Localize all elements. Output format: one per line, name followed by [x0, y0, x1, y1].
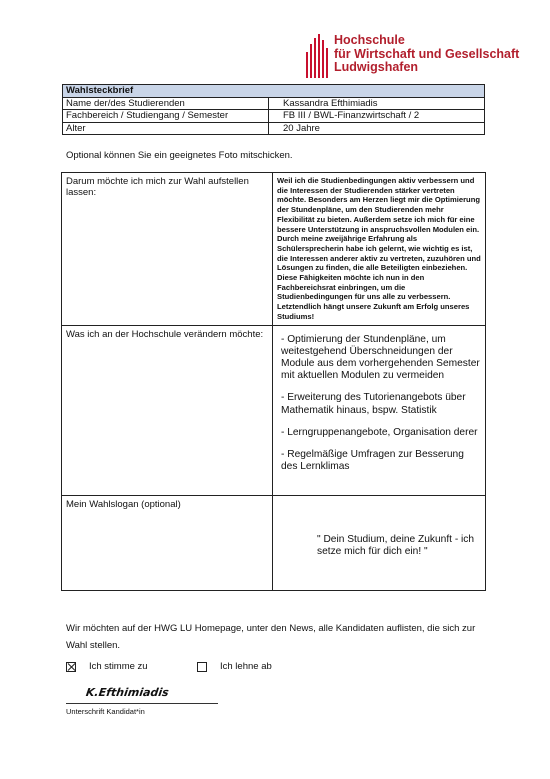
form-title: Wahlsteckbrief — [63, 85, 485, 98]
table-row — [62, 495, 486, 590]
agree-option[interactable] — [66, 661, 148, 672]
decline-label: Ich lehne ab — [220, 661, 272, 672]
decline-option[interactable] — [197, 661, 272, 672]
age-field[interactable]: 20 Jahre — [269, 122, 485, 135]
table-row — [63, 97, 485, 110]
candidate-statement-table — [61, 172, 486, 591]
slogan-field[interactable] — [273, 495, 486, 590]
motivation-field[interactable] — [273, 173, 486, 326]
signature-label: Unterschrift Kandidat*in — [66, 707, 145, 716]
personal-info-table — [62, 84, 485, 135]
change-item: - Optimierung der Stundenpläne, um weitestgehend Überschneidungen der Module aus dem vorhergehenden Semester mit aktuellen Modulen zu vermeiden — [281, 333, 480, 382]
change-item: - Regelmäßige Umfragen zur Besserung des Lernklimas — [281, 448, 464, 473]
changes-label: Was ich an der Hochschule verändern möchte: — [62, 325, 273, 495]
logo-line-1: Hochschule — [334, 33, 405, 47]
changes-field[interactable] — [273, 325, 486, 495]
logo-line-2: für Wirtschaft und Gesellschaft — [334, 46, 520, 61]
department-field[interactable]: FB III / BWL-Finanzwirtschaft / 2 — [269, 110, 485, 123]
decline-checkbox[interactable] — [197, 662, 207, 672]
slogan-label: Mein Wahlslogan (optional) — [62, 495, 273, 590]
slogan-text: " Dein Studium, deine Zukunft - ich setze mich für dich ein! " — [317, 533, 475, 557]
department-label: Fachbereich / Studiengang / Semester — [63, 110, 269, 123]
change-item: - Lerngruppenangebote, Organisation derer — [281, 426, 478, 438]
agree-checkbox[interactable] — [66, 662, 76, 672]
name-label: Name der/des Studierenden — [63, 97, 269, 110]
agree-label: Ich stimme zu — [89, 661, 148, 672]
table-row — [62, 173, 486, 326]
table-row — [63, 110, 485, 123]
motivation-label: Darum möchte ich mich zur Wahl aufstellen lassen: — [62, 173, 273, 326]
table-row — [62, 325, 486, 495]
change-item: - Erweiterung des Tutorienangebots über Mathematik hinaus, bspw. Statistik — [281, 392, 466, 416]
signature: K.Efthimiadis — [85, 686, 170, 699]
table-row — [63, 122, 485, 135]
age-label: Alter — [63, 122, 269, 135]
photo-note: Optional können Sie ein geeignetes Foto mitschicken. — [66, 150, 293, 161]
logo-line-3: Ludwigshafen — [334, 60, 419, 74]
name-field[interactable]: Kassandra Efthimiadis — [269, 97, 485, 110]
logo-text — [334, 34, 519, 75]
logo-bars-icon — [306, 34, 328, 78]
signature-line — [66, 703, 218, 704]
university-logo — [306, 34, 519, 78]
homepage-notice: Wir möchten auf der HWG LU Homepage, unter den News, alle Kandidaten auflisten, die sich zur Wahl stellen. — [66, 623, 476, 651]
motivation-text: Weil ich die Studienbedingungen aktiv verbessern und die Interessen der Studierenden stärker vertreten möchte. Besonders am Herzen liegt mir die Optimierung der Stundenpläne, um den Studierenden mehr Flexibilität zu bieten. Außerdem setze ich mich für eine bessere Unterstützung in anspruchsvollen Modulen ein. Durch meine zweijährige Erfahrung als Schülersprecherin habe ich gelernt, wie wichtig es ist, die Interessen anderer aktiv zu vertreten, zuzuhören und Lösungen zu finden, die alle Beteiligten einbeziehen. Diese Fähigkeiten möchte ich nun in den Fachbereichsrat einbringen, um die Studienbedingungen für uns alle zu verbessern. Letztendlich hängt unsere Zukunft am Erfolg unseres Studiums! — [277, 176, 481, 321]
